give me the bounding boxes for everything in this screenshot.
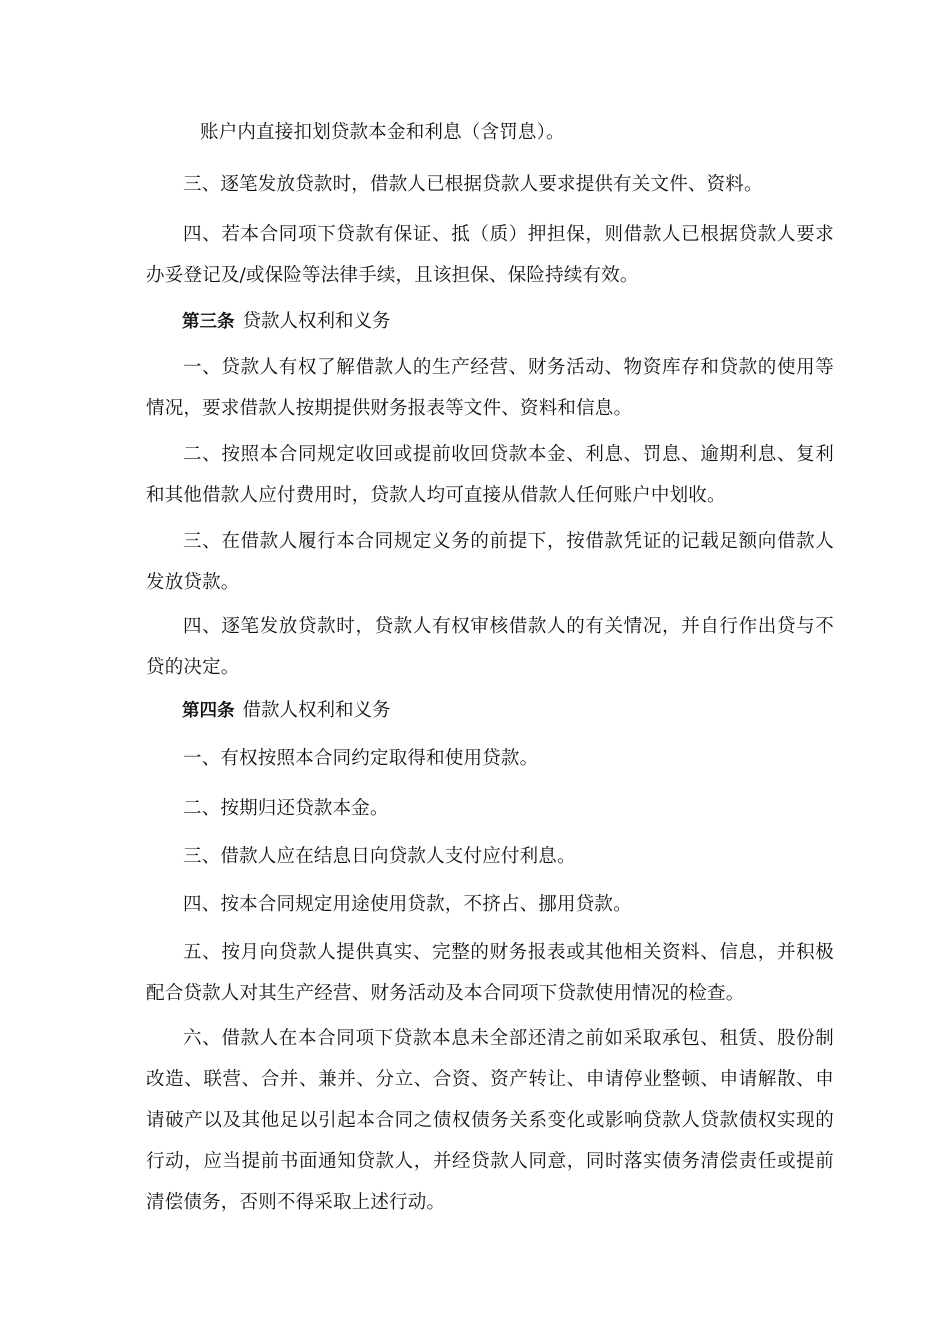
article-3-number: 第三条 [182,312,235,332]
article-4-item-5: 五、按月向贷款人提供真实、完整的财务报表或其他相关资料、信息，并积极配合贷款人对其生产经营、财务活动及本合同项下贷款使用情况的检查。 [146,942,834,1004]
article-4-heading [182,690,391,732]
article-3-item-2: 二、按照本合同规定收回或提前收回贷款本金、利息、罚息、逾期利息、复利和其他借款人应付费用时，贷款人均可直接从借款人任何账户中划收。 [146,444,834,506]
article-4-item-4: 四、按本合同规定用途使用贷款，不挤占、挪用贷款。 [183,894,632,915]
article-4-item-1: 一、有权按照本合同约定取得和使用贷款。 [183,748,539,769]
paragraph-condition-4: 四、若本合同项下贷款有保证、抵（质）押担保，则借款人已根据贷款人要求办妥登记及/或保险等法律手续，且该担保、保险持续有效。 [146,224,834,286]
paragraph-continuation: 账户内直接扣划贷款本金和利息（含罚息）。 [200,122,565,143]
article-4-number: 第四条 [182,701,235,721]
article-4-item-3: 三、借款人应在结息日向贷款人支付应付利息。 [183,846,576,867]
article-4-item-6: 六、借款人在本合同项下贷款本息未全部还清之前如采取承包、租赁、股份制改造、联营、合并、兼并、分立、合资、资产转让、申请停业整顿、申请解散、申请破产以及其他足以引起本合同之债权债务关系变化或影响贷款人贷款债权实现的行动，应当提前书面通知贷款人，并经贷款人同意，同时落实债务清偿责任或提前清偿债务，否则不得采取上述行动。 [146,1028,834,1213]
paragraph-condition-3: 三、逐笔发放贷款时，借款人已根据贷款人要求提供有关文件、资料。 [183,174,763,195]
article-3-item-1: 一、贷款人有权了解借款人的生产经营、财务活动、物资库存和贷款的使用等情况，要求借款人按期提供财务报表等文件、资料和信息。 [146,357,834,419]
article-3-item-4: 四、逐笔发放贷款时，贷款人有权审核借款人的有关情况，并自行作出贷与不贷的决定。 [146,616,834,678]
article-3-title: 贷款人权利和义务 [242,311,391,332]
article-3-item-3: 三、在借款人履行本合同规定义务的前提下，按借款凭证的记载足额向借款人发放贷款。 [146,531,834,593]
article-4-item-2: 二、按期归还贷款本金。 [183,798,389,819]
article-4-title: 借款人权利和义务 [242,700,391,721]
article-3-heading [182,301,391,343]
